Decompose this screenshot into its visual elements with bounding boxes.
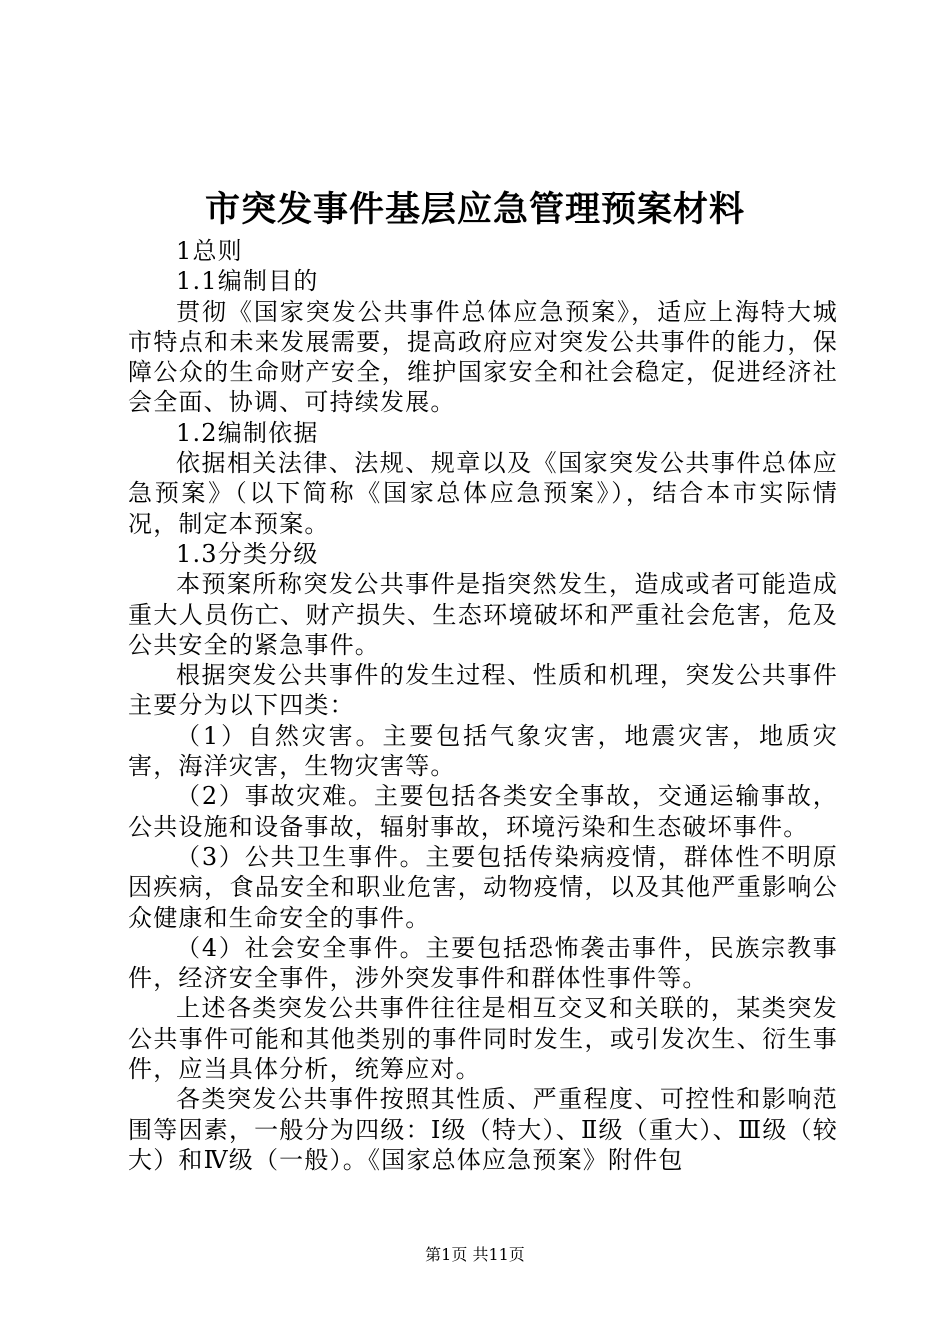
- body-paragraph: 贯彻《国家突发公共事件总体应急预案》，适应上海特大城市特点和未来发展需要，提高政府应对突发公共事件的能力，保障公众的生命财产安全，维护国家安全和社会稳定，促进经济社会全面、协调、可持续发展。: [128, 297, 838, 417]
- section-heading: 1.2编制依据: [176, 418, 319, 447]
- section-heading: 1.3分类分级: [176, 539, 319, 568]
- body-paragraph: （1）自然灾害。主要包括气象灾害，地震灾害，地质灾害，海洋灾害，生物灾害等。: [128, 721, 838, 781]
- body-paragraph: 根据突发公共事件的发生过程、性质和机理，突发公共事件主要分为以下四类：: [128, 661, 838, 720]
- body-paragraph: （3）公共卫生事件。主要包括传染病疫情，群体性不明原因疾病，食品安全和职业危害，动物疫情，以及其他严重影响公众健康和生命安全的事件。: [128, 842, 838, 932]
- body-paragraph: 本预案所称突发公共事件是指突然发生，造成或者可能造成重大人员伤亡、财产损失、生态环境破坏和严重社会危害，危及公共安全的紧急事件。: [128, 570, 838, 659]
- body-paragraph: （2）事故灾难。主要包括各类安全事故，交通运输事故，公共设施和设备事故，辐射事故，环境污染和生态破坏事件。: [128, 782, 838, 841]
- body-paragraph: （4）社会安全事件。主要包括恐怖袭击事件，民族宗教事件，经济安全事件，涉外突发事件和群体性事件等。: [128, 933, 838, 993]
- section-heading: 1.1编制目的: [176, 267, 319, 296]
- body-paragraph: 各类突发公共事件按照其性质、严重程度、可控性和影响范围等因素，一般分为四级：Ⅰ级（特大）、Ⅱ级（重大）、Ⅲ级（较大）和Ⅳ级（一般）。《国家总体应急预案》附件包: [128, 1085, 838, 1174]
- document-body: [128, 236, 838, 1175]
- document-title: 市突发事件基层应急管理预案材料: [204, 189, 745, 230]
- section-heading: 1总则: [176, 237, 243, 265]
- body-paragraph: 依据相关法律、法规、规章以及《国家突发公共事件总体应急预案》（以下简称《国家总体应急预案》），结合本市实际情况，制定本预案。: [128, 449, 838, 538]
- page-footer: 第1页 共11页: [425, 1245, 525, 1264]
- body-paragraph: 上述各类突发公共事件往往是相互交叉和关联的，某类突发公共事件可能和其他类别的事件同时发生，或引发次生、衍生事件，应当具体分析，统筹应对。: [128, 994, 838, 1084]
